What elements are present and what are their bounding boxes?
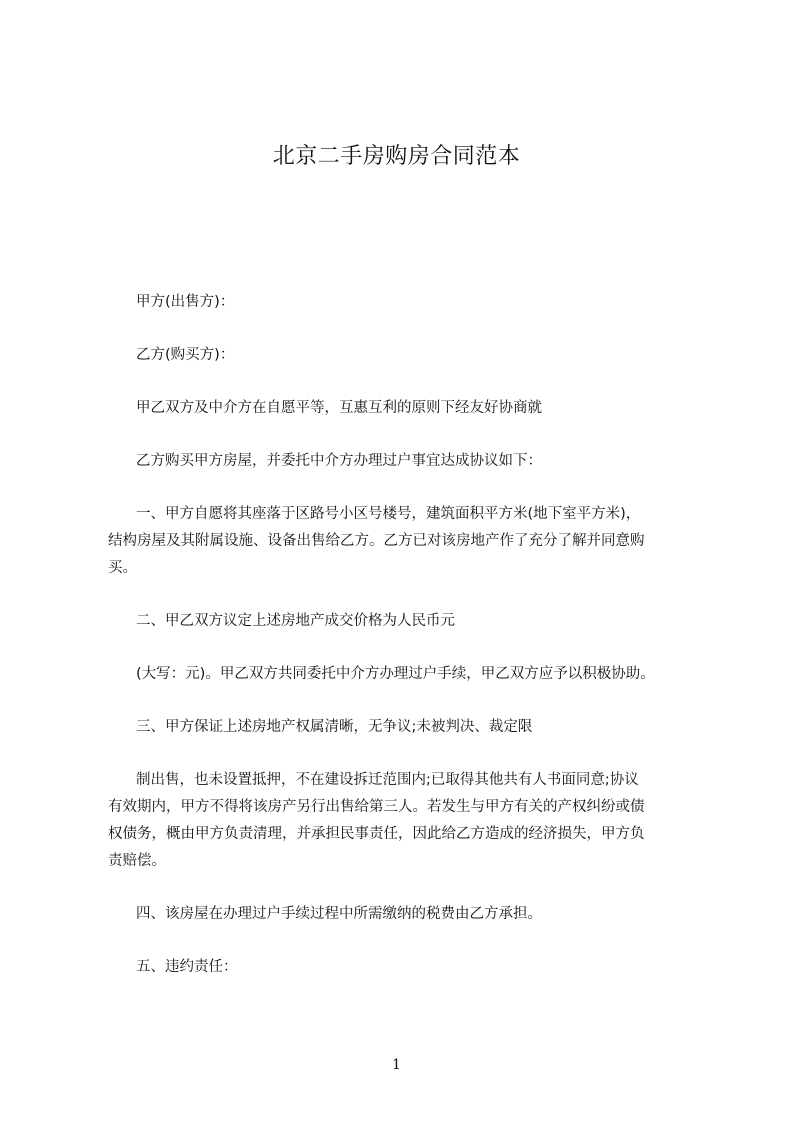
intro-line-2: 乙方购买甲方房屋，并委托中介方办理过户事宜达成协议如下： — [136, 453, 542, 469]
clause-1-line-3: 买。 — [108, 560, 137, 576]
party-a-line: 甲方(出售方)： — [136, 294, 235, 310]
clause-3-line-5: 责赔偿。 — [108, 853, 166, 869]
clause-1-line-2: 结构房屋及其附属设施、设备出售给乙方。乙方已对该房地产作了充分了解并同意购 — [108, 533, 645, 549]
page-number: 1 — [392, 1057, 401, 1073]
page-title: 北京二手房购房合同范本 — [272, 144, 521, 169]
clause-5-line: 五、违约责任： — [136, 959, 238, 975]
clause-1-line-1: 一、甲方自愿将其座落于区路号小区号楼号，建筑面积平方米(地下室平方米)， — [136, 506, 641, 522]
party-b-line: 乙方(购买方)： — [136, 347, 235, 363]
clause-2-line-2: (大写：元)。甲乙双方共同委托中介方办理过户手续，甲乙双方应予以积极协助。 — [136, 666, 655, 682]
clause-3-line-4: 权债务，概由甲方负责清理，并承担民事责任，因此给乙方造成的经济损失，甲方负 — [108, 826, 645, 842]
clause-4-line: 四、该房屋在办理过户手续过程中所需缴纳的税费由乙方承担。 — [136, 906, 542, 922]
clause-3-line-1: 三、甲方保证上述房地产权属清晰，无争议;未被判决、裁定限 — [136, 719, 533, 735]
clause-3-line-2: 制出售，也未设置抵押，不在建设拆迁范围内;已取得其他共有人书面同意;协议 — [136, 772, 639, 788]
clause-3-line-3: 有效期内，甲方不得将该房产另行出售给第三人。若发生与甲方有关的产权纠纷或债 — [108, 799, 645, 815]
intro-line-1: 甲乙双方及中介方在自愿平等，互惠互利的原则下经友好协商就 — [136, 400, 542, 416]
clause-2-line-1: 二、甲乙双方议定上述房地产成交价格为人民币元 — [136, 613, 455, 629]
